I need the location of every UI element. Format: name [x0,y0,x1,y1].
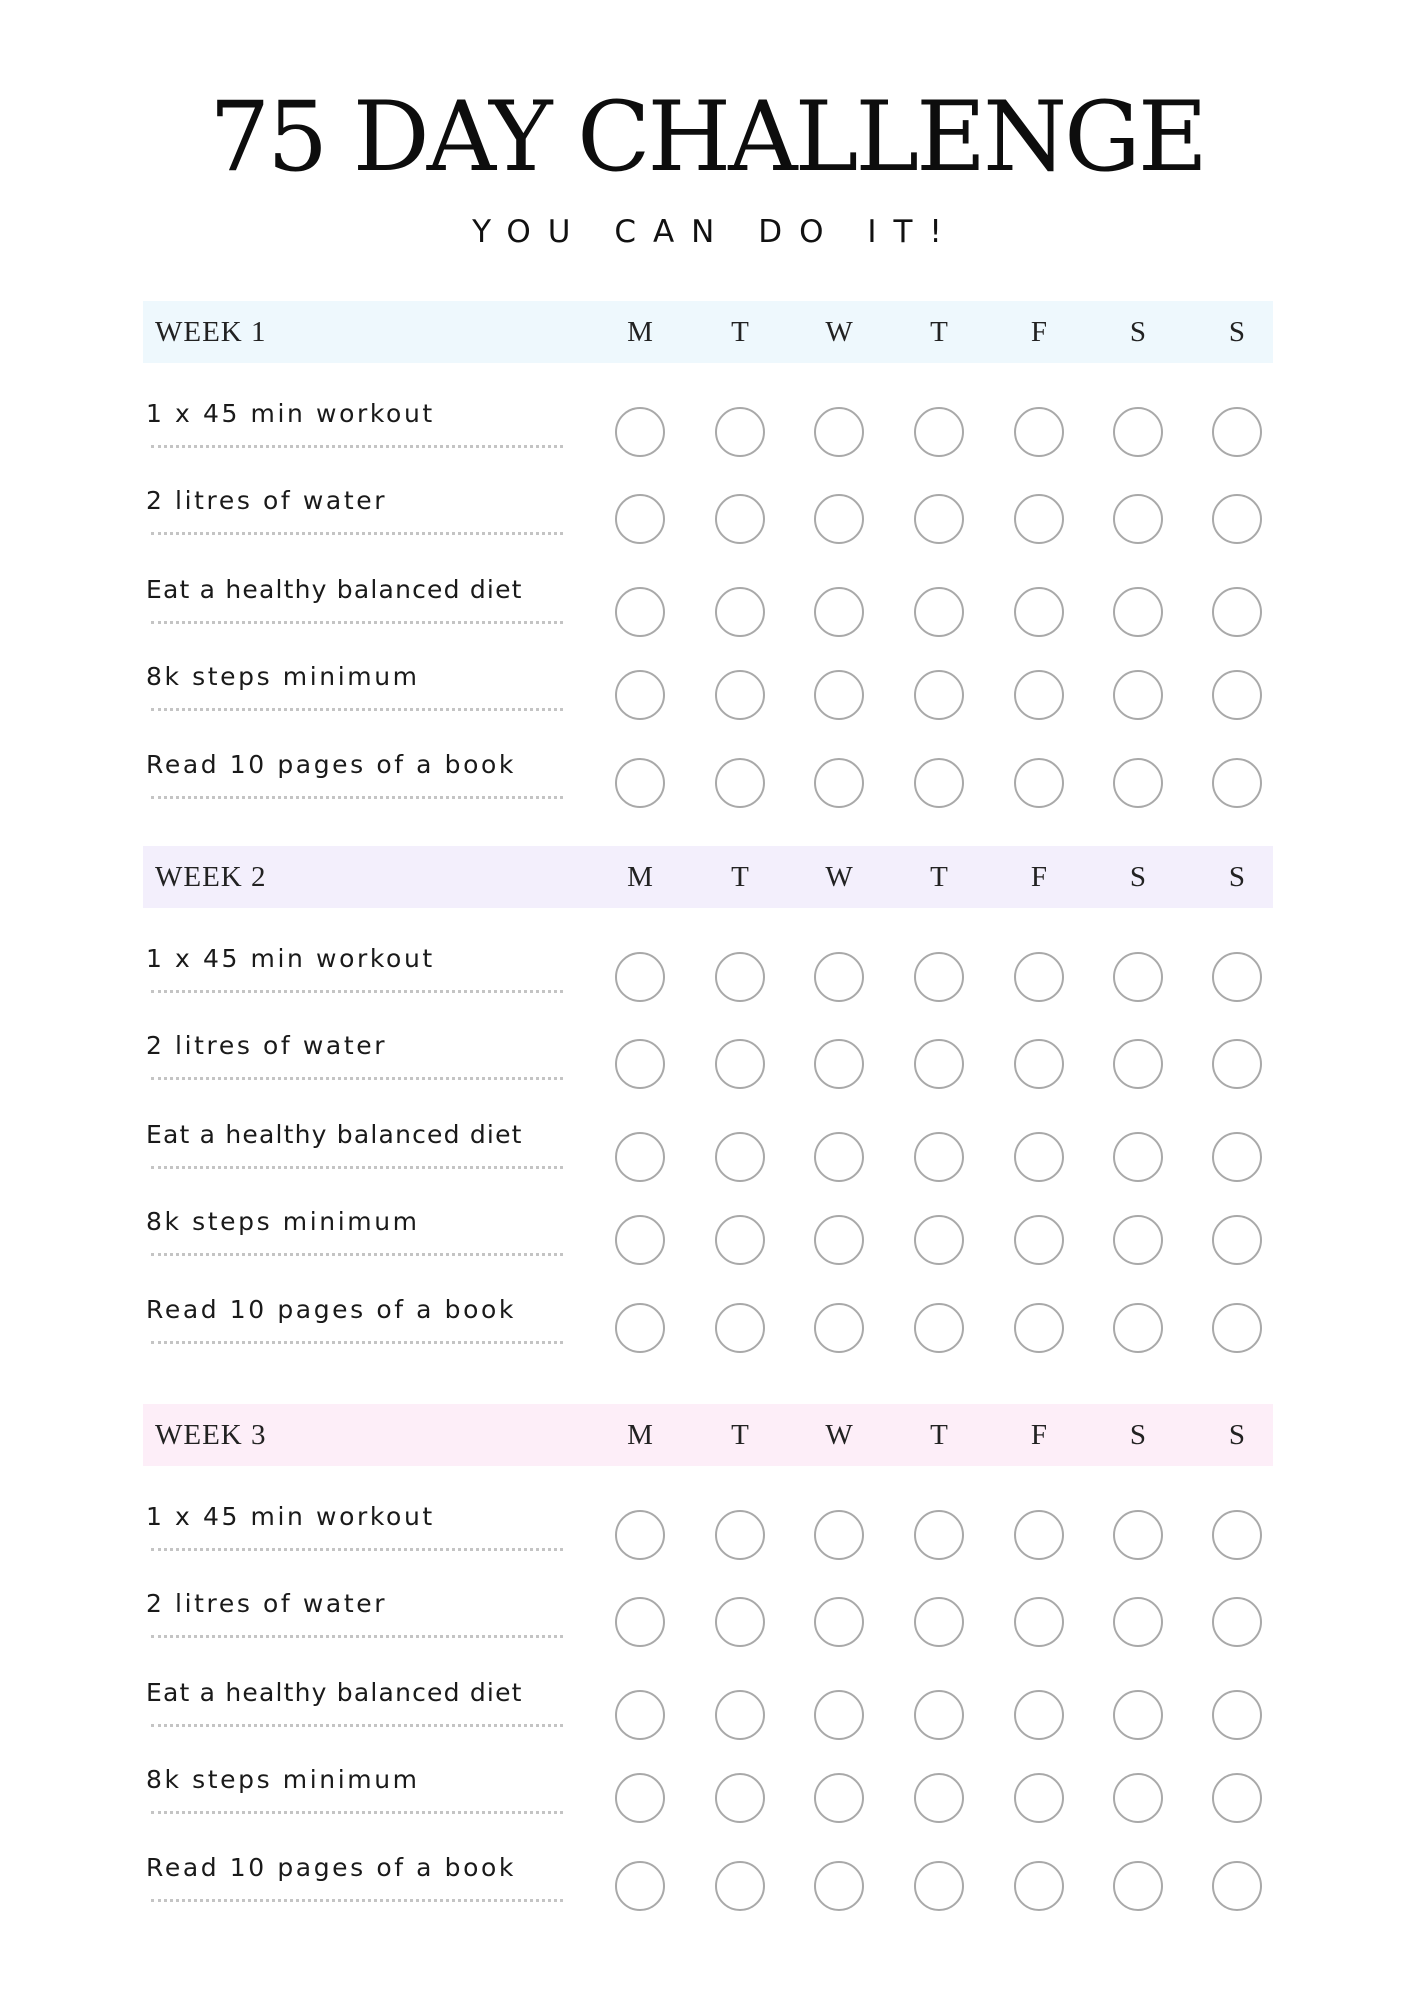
dotted-divider [151,1077,563,1080]
day-checkbox[interactable] [814,1215,864,1265]
day-checkbox[interactable] [615,1597,665,1647]
day-label: S [1129,861,1147,893]
task-row [143,1108,1273,1178]
day-checkbox[interactable] [615,1039,665,1089]
task-row [143,1753,1273,1823]
task-label: Read 10 pages of a book [146,1853,516,1882]
day-checkbox[interactable] [715,1690,765,1740]
week-section [143,301,1273,779]
day-checkbox[interactable] [1212,758,1262,808]
page-title: 75 DAY CHALLENGE [209,81,1205,193]
dotted-divider [151,1253,563,1256]
day-checkbox[interactable] [914,670,964,720]
day-checkbox[interactable] [1113,1215,1163,1265]
day-checkbox[interactable] [1113,494,1163,544]
task-label: Eat a healthy balanced diet [146,1678,523,1707]
task-row [143,1577,1273,1647]
task-row [143,1195,1273,1265]
dotted-divider [151,1548,563,1551]
day-label: T [930,316,948,348]
dotted-divider [151,990,563,993]
day-checkbox[interactable] [814,1597,864,1647]
day-checkbox[interactable] [1113,1861,1163,1911]
day-checkbox[interactable] [814,1303,864,1353]
day-checkbox[interactable] [914,407,964,457]
day-checkbox[interactable] [914,494,964,544]
day-checkbox[interactable] [715,952,765,1002]
day-checkbox[interactable] [1014,1690,1064,1740]
task-label: 1 x 45 min workout [146,399,435,428]
day-checkbox[interactable] [814,1690,864,1740]
day-label: F [1030,861,1048,893]
task-label: 2 litres of water [146,1031,388,1060]
day-label: M [627,861,653,893]
dotted-divider [151,1166,563,1169]
day-label: T [731,861,749,893]
day-checkbox[interactable] [814,758,864,808]
day-checkbox[interactable] [814,494,864,544]
week-header [143,301,1273,363]
day-checkbox[interactable] [814,670,864,720]
day-label: S [1228,1419,1246,1451]
day-checkbox[interactable] [1113,670,1163,720]
dotted-divider [151,532,563,535]
day-checkbox[interactable] [1113,1690,1163,1740]
day-checkbox[interactable] [1014,1861,1064,1911]
day-checkbox[interactable] [715,1215,765,1265]
day-label: M [627,1419,653,1451]
day-checkbox[interactable] [1212,407,1262,457]
day-checkbox[interactable] [1212,1861,1262,1911]
day-checkbox[interactable] [615,407,665,457]
day-checkbox[interactable] [715,587,765,637]
day-checkbox[interactable] [914,1597,964,1647]
day-checkbox[interactable] [1212,1773,1262,1823]
day-checkbox[interactable] [814,1132,864,1182]
day-label: S [1129,316,1147,348]
task-row [143,1841,1273,1911]
task-label: 2 litres of water [146,1589,388,1618]
task-row [143,1666,1273,1736]
day-checkbox[interactable] [715,1039,765,1089]
task-row [143,1019,1273,1089]
day-checkbox[interactable] [1212,1132,1262,1182]
day-checkbox[interactable] [1014,1303,1064,1353]
day-checkbox[interactable] [1212,1303,1262,1353]
day-checkbox[interactable] [1113,952,1163,1002]
task-label: 1 x 45 min workout [146,944,435,973]
day-checkbox[interactable] [615,670,665,720]
day-checkbox[interactable] [1014,952,1064,1002]
task-row [143,738,1273,808]
dotted-divider [151,796,563,799]
day-checkbox[interactable] [615,494,665,544]
day-checkbox[interactable] [715,758,765,808]
task-label: Eat a healthy balanced diet [146,575,523,604]
task-row [143,932,1273,1002]
day-checkbox[interactable] [1113,1773,1163,1823]
week-header [143,846,1273,908]
day-checkbox[interactable] [1113,407,1163,457]
day-checkbox[interactable] [814,407,864,457]
day-checkbox[interactable] [615,1690,665,1740]
day-checkbox[interactable] [1212,1215,1262,1265]
day-checkbox[interactable] [914,587,964,637]
day-checkbox[interactable] [1014,1215,1064,1265]
day-checkbox[interactable] [715,1773,765,1823]
day-checkbox[interactable] [1014,1773,1064,1823]
day-checkbox[interactable] [914,1132,964,1182]
dotted-divider [151,1811,563,1814]
task-label: 1 x 45 min workout [146,1502,435,1531]
dotted-divider [151,621,563,624]
task-label: Read 10 pages of a book [146,750,516,779]
day-label: S [1228,861,1246,893]
day-checkbox[interactable] [1212,670,1262,720]
day-label: F [1030,1419,1048,1451]
day-checkbox[interactable] [814,1773,864,1823]
day-checkbox[interactable] [1212,494,1262,544]
day-checkbox[interactable] [914,1039,964,1089]
day-checkbox[interactable] [1113,1510,1163,1560]
day-checkbox[interactable] [914,758,964,808]
day-checkbox[interactable] [1014,670,1064,720]
day-checkbox[interactable] [1014,1597,1064,1647]
day-checkbox[interactable] [615,1303,665,1353]
day-checkbox[interactable] [615,1861,665,1911]
day-checkbox[interactable] [814,1510,864,1560]
day-checkbox[interactable] [914,1690,964,1740]
day-checkbox[interactable] [914,1773,964,1823]
day-checkbox[interactable] [1113,1597,1163,1647]
day-checkbox[interactable] [615,1132,665,1182]
week-header [143,1404,1273,1466]
task-row [143,650,1273,720]
day-checkbox[interactable] [715,1597,765,1647]
day-checkbox[interactable] [715,494,765,544]
dotted-divider [151,1341,563,1344]
day-checkbox[interactable] [615,758,665,808]
day-checkbox[interactable] [715,1303,765,1353]
day-checkbox[interactable] [914,1215,964,1265]
week-label: WEEK 3 [155,1419,267,1451]
task-row [143,474,1273,544]
day-checkbox[interactable] [715,1510,765,1560]
day-checkbox[interactable] [1014,1132,1064,1182]
day-label: T [731,316,749,348]
dotted-divider [151,445,563,448]
day-checkbox[interactable] [914,952,964,1002]
day-checkbox[interactable] [1212,1510,1262,1560]
day-label: F [1030,316,1048,348]
day-checkbox[interactable] [715,670,765,720]
day-checkbox[interactable] [1212,952,1262,1002]
day-checkbox[interactable] [1014,407,1064,457]
task-row [143,563,1273,633]
dotted-divider [151,708,563,711]
page-subtitle: YOU CAN DO IT! [472,214,959,250]
dotted-divider [151,1724,563,1727]
day-label: W [825,861,853,893]
day-checkbox[interactable] [814,1039,864,1089]
day-checkbox[interactable] [615,1773,665,1823]
day-label: S [1129,1419,1147,1451]
task-label: 2 litres of water [146,486,388,515]
day-checkbox[interactable] [1014,758,1064,808]
day-checkbox[interactable] [615,1215,665,1265]
day-label: T [731,1419,749,1451]
task-label: Read 10 pages of a book [146,1295,516,1324]
day-checkbox[interactable] [814,587,864,637]
day-label: W [825,1419,853,1451]
day-checkbox[interactable] [1014,1039,1064,1089]
day-checkbox[interactable] [1113,1039,1163,1089]
week-section [143,846,1273,1324]
task-row [143,387,1273,457]
day-label: W [825,316,853,348]
day-checkbox[interactable] [615,587,665,637]
day-checkbox[interactable] [715,407,765,457]
day-checkbox[interactable] [914,1303,964,1353]
task-label: 8k steps minimum [146,1207,420,1236]
day-label: S [1228,316,1246,348]
task-label: Eat a healthy balanced diet [146,1120,523,1149]
day-checkbox[interactable] [1212,1597,1262,1647]
day-label: M [627,316,653,348]
day-checkbox[interactable] [914,1510,964,1560]
week-label: WEEK 2 [155,861,267,893]
day-label: T [930,861,948,893]
day-checkbox[interactable] [1014,587,1064,637]
day-checkbox[interactable] [814,1861,864,1911]
dotted-divider [151,1899,563,1902]
dotted-divider [151,1635,563,1638]
day-checkbox[interactable] [914,1861,964,1911]
day-checkbox[interactable] [615,952,665,1002]
task-row [143,1283,1273,1353]
day-checkbox[interactable] [615,1510,665,1560]
task-label: 8k steps minimum [146,1765,420,1794]
day-checkbox[interactable] [1014,494,1064,544]
week-section [143,1404,1273,1882]
day-checkbox[interactable] [1212,1039,1262,1089]
day-checkbox[interactable] [814,952,864,1002]
day-checkbox[interactable] [1212,1690,1262,1740]
day-checkbox[interactable] [1212,587,1262,637]
day-checkbox[interactable] [715,1132,765,1182]
week-label: WEEK 1 [155,316,267,348]
day-checkbox[interactable] [1113,1132,1163,1182]
day-checkbox[interactable] [1113,587,1163,637]
day-checkbox[interactable] [1014,1510,1064,1560]
task-label: 8k steps minimum [146,662,420,691]
task-row [143,1490,1273,1560]
day-checkbox[interactable] [1113,1303,1163,1353]
day-checkbox[interactable] [715,1861,765,1911]
day-label: T [930,1419,948,1451]
day-checkbox[interactable] [1113,758,1163,808]
